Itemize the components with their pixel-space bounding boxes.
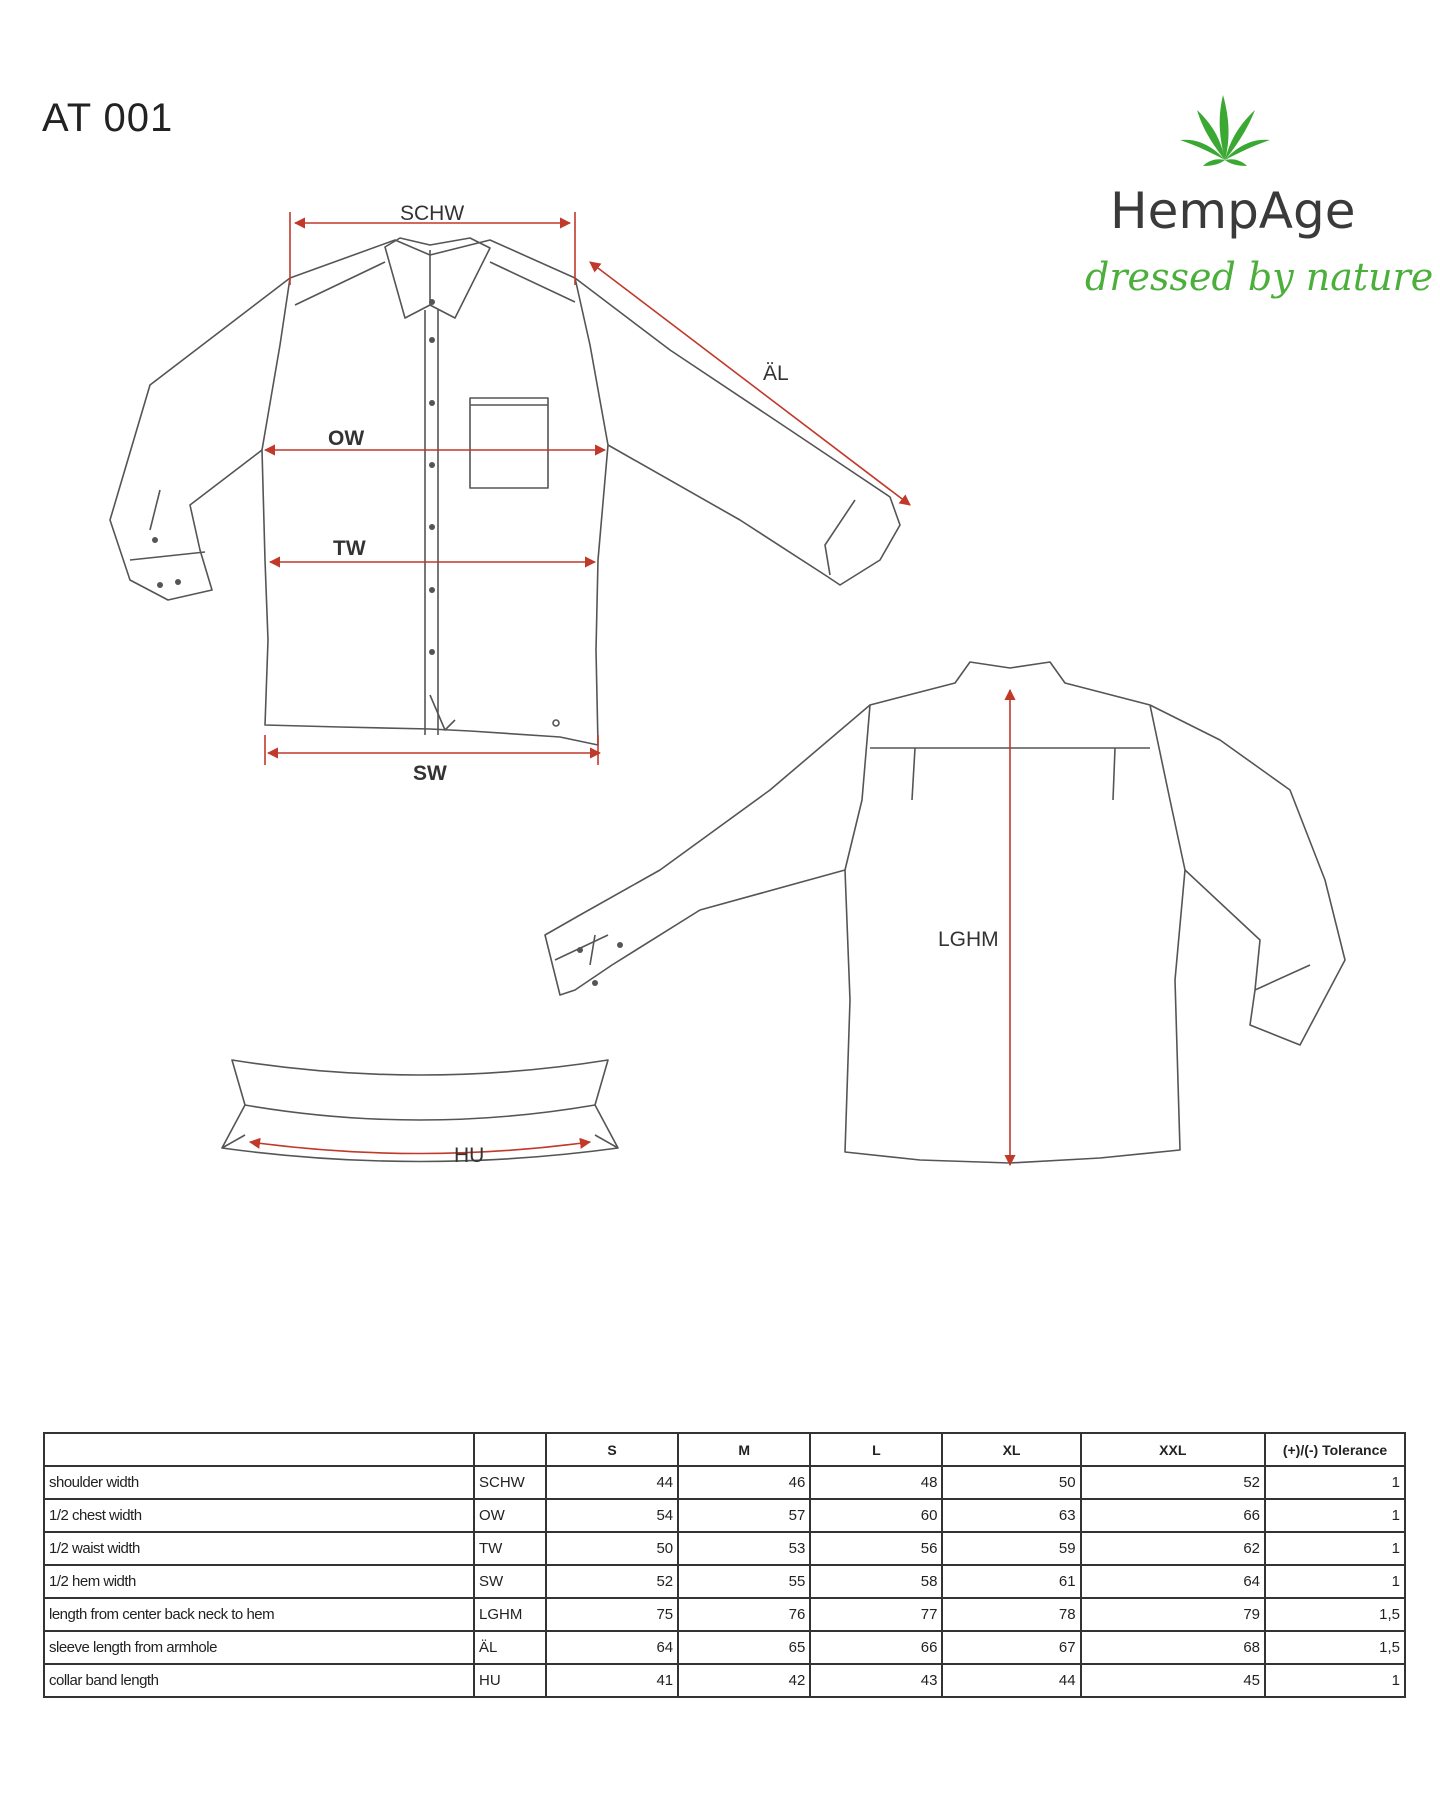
collar-measurement	[250, 1142, 590, 1154]
row-code: TW	[474, 1532, 546, 1565]
table-header-cell	[44, 1433, 474, 1466]
size-value: 68	[1081, 1631, 1265, 1664]
table-row	[44, 1499, 1405, 1532]
table-header-row	[44, 1433, 1405, 1466]
table-row	[44, 1466, 1405, 1499]
table-header-cell: XL	[942, 1433, 1080, 1466]
size-value: 65	[678, 1631, 810, 1664]
table-header-cell: M	[678, 1433, 810, 1466]
size-value: 66	[1081, 1499, 1265, 1532]
table-header-cell: S	[546, 1433, 678, 1466]
size-value: 78	[942, 1598, 1080, 1631]
label-ow: OW	[328, 427, 365, 450]
size-value: 57	[678, 1499, 810, 1532]
size-value: 54	[546, 1499, 678, 1532]
size-value: 44	[546, 1466, 678, 1499]
tolerance-value: 1	[1265, 1499, 1405, 1532]
front-buttons	[152, 299, 435, 655]
table-row	[44, 1565, 1405, 1598]
size-value: 52	[546, 1565, 678, 1598]
tolerance-value: 1	[1265, 1664, 1405, 1697]
back-shirt-drawing	[545, 662, 1345, 1163]
size-value: 56	[810, 1532, 942, 1565]
size-value: 59	[942, 1532, 1080, 1565]
row-label: 1/2 chest width	[44, 1499, 474, 1532]
size-value: 43	[810, 1664, 942, 1697]
label-hu: HU	[454, 1144, 485, 1167]
tolerance-value: 1	[1265, 1466, 1405, 1499]
table-row	[44, 1631, 1405, 1664]
size-value: 50	[942, 1466, 1080, 1499]
size-value: 52	[1081, 1466, 1265, 1499]
row-label: length from center back neck to hem	[44, 1598, 474, 1631]
label-sw: SW	[413, 762, 447, 785]
size-value: 66	[810, 1631, 942, 1664]
table-header-cell	[474, 1433, 546, 1466]
size-value: 76	[678, 1598, 810, 1631]
table-header-cell: XXL	[1081, 1433, 1265, 1466]
size-value: 64	[546, 1631, 678, 1664]
size-value: 64	[1081, 1565, 1265, 1598]
tolerance-value: 1	[1265, 1532, 1405, 1565]
row-label: sleeve length from armhole	[44, 1631, 474, 1664]
table-header-cell: L	[810, 1433, 942, 1466]
table-header-cell: (+)/(-) Tolerance	[1265, 1433, 1405, 1466]
size-value: 55	[678, 1565, 810, 1598]
back-buttons	[577, 942, 623, 986]
tolerance-value: 1,5	[1265, 1631, 1405, 1664]
brand-name: HempAge	[1110, 182, 1356, 240]
label-tw: TW	[333, 537, 366, 560]
row-label: collar band length	[44, 1664, 474, 1697]
size-table	[43, 1432, 1406, 1698]
size-value: 79	[1081, 1598, 1265, 1631]
size-value: 62	[1081, 1532, 1265, 1565]
label-al: ÄL	[763, 362, 789, 385]
table-row	[44, 1532, 1405, 1565]
table-row	[44, 1598, 1405, 1631]
size-value: 48	[810, 1466, 942, 1499]
size-value: 46	[678, 1466, 810, 1499]
row-label: 1/2 waist width	[44, 1532, 474, 1565]
row-code: HU	[474, 1664, 546, 1697]
size-value: 61	[942, 1565, 1080, 1598]
row-code: LGHM	[474, 1598, 546, 1631]
size-value: 60	[810, 1499, 942, 1532]
size-value: 50	[546, 1532, 678, 1565]
tolerance-value: 1,5	[1265, 1598, 1405, 1631]
tolerance-value: 1	[1265, 1565, 1405, 1598]
label-lghm: LGHM	[938, 928, 999, 951]
size-value: 44	[942, 1664, 1080, 1697]
row-code: SCHW	[474, 1466, 546, 1499]
row-code: ÄL	[474, 1631, 546, 1664]
row-code: OW	[474, 1499, 546, 1532]
size-value: 75	[546, 1598, 678, 1631]
size-value: 63	[942, 1499, 1080, 1532]
size-value: 53	[678, 1532, 810, 1565]
size-value: 42	[678, 1664, 810, 1697]
size-value: 58	[810, 1565, 942, 1598]
brand-tagline: dressed by nature	[1085, 255, 1434, 299]
size-value: 41	[546, 1664, 678, 1697]
size-value: 67	[942, 1631, 1080, 1664]
table-row	[44, 1664, 1405, 1697]
front-measurements	[265, 212, 910, 765]
size-value: 77	[810, 1598, 942, 1631]
label-schw: SCHW	[400, 202, 465, 225]
row-code: SW	[474, 1565, 546, 1598]
row-label: 1/2 hem width	[44, 1565, 474, 1598]
front-shirt-drawing	[110, 238, 900, 745]
size-value: 45	[1081, 1664, 1265, 1697]
product-code: AT 001	[42, 96, 174, 140]
row-label: shoulder width	[44, 1466, 474, 1499]
